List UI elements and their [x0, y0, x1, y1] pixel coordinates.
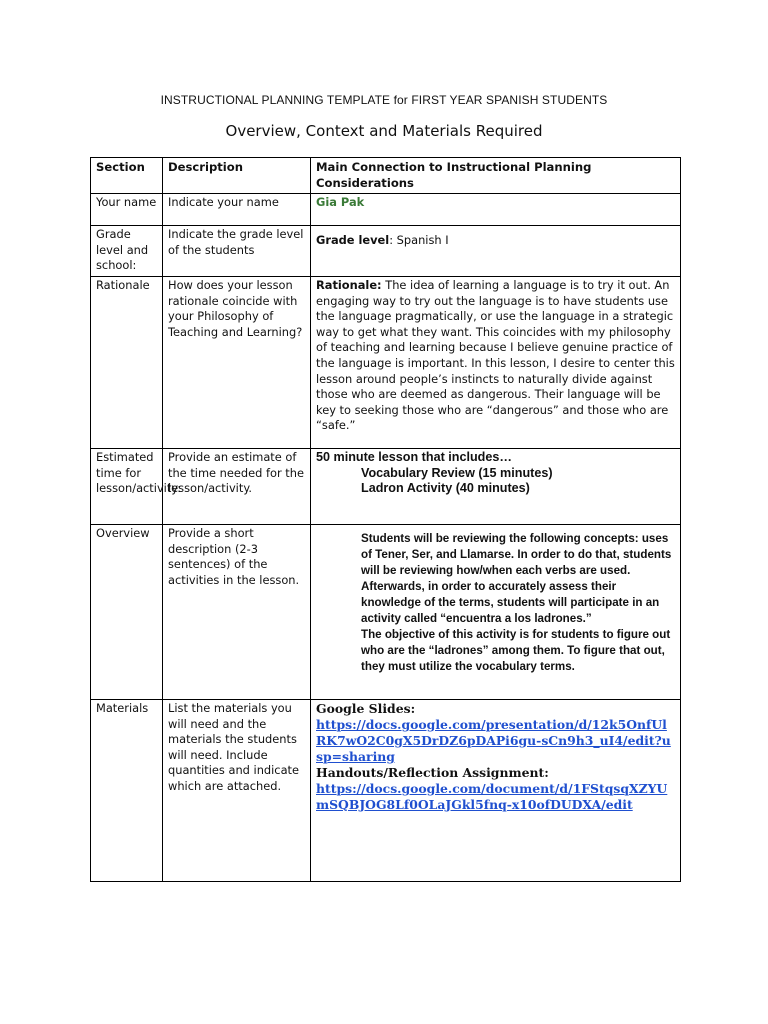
header-connection: Main Connection to Instructional Planning Considerations: [311, 158, 681, 194]
document-title: INSTRUCTIONAL PLANNING TEMPLATE for FIRST YEAR SPANISH STUDENTS: [160, 93, 608, 107]
cell-description-overview: Provide a short description (2-3 sentences) of the activities in the lesson.: [163, 524, 311, 699]
cell-description-rationale: How does your lesson rationale coincide with your Philosophy of Teaching and Learning?: [163, 276, 311, 448]
overview-paragraph-1: Students will be reviewing the following concepts: uses of Tener, Ser, and Llamarse. In order to do that, students will be reviewing how/when each verbs are used. Afterwards, in order to accurately assess their knowledge of the terms, students will participate in an activity called “encuentra a los ladrones.”: [361, 531, 672, 625]
cell-description-materials: List the materials you will need and the materials the students will need. Include quantities and indicate which are attached.: [163, 699, 311, 881]
header-section: Section: [91, 158, 163, 194]
cell-value-rationale: [311, 276, 681, 448]
cell-value-grade: [311, 226, 681, 277]
overview-paragraph-2: The objective of this activity is for students to figure out who are the “ladrones” among them. To figure that out, they must utilize the vocabulary terms.: [361, 627, 671, 673]
cell-value-materials: [311, 699, 681, 881]
grade-value: : Spanish I: [389, 233, 449, 248]
cell-section-rationale: Rationale: [91, 276, 163, 448]
time-summary: 50 minute lesson that includes…: [316, 449, 512, 464]
name-value: Gia Pak: [316, 195, 365, 210]
header-description: Description: [163, 158, 311, 194]
document-subtitle: Overview, Context and Materials Required: [225, 122, 543, 140]
cell-value-overview: [311, 524, 681, 699]
cell-section-materials: Materials: [91, 699, 163, 881]
cell-description-name: Indicate your name: [163, 194, 311, 226]
handouts-label: Handouts/Reflection Assignment:: [316, 764, 549, 780]
planning-table: [90, 157, 681, 882]
table-row-materials: [91, 699, 681, 881]
slides-label: Google Slides:: [316, 700, 416, 716]
table-row-rationale: [91, 276, 681, 448]
table-row-overview: [91, 524, 681, 699]
cell-value-name: [311, 194, 681, 226]
time-item-vocab: Vocabulary Review (15 minutes): [361, 465, 553, 480]
handouts-link[interactable]: https://docs.google.com/document/d/1FStqsqXZYUmSQBJOG8Lf0OLaJGkl5fnq-x10ofDUDXA/edit: [316, 780, 668, 812]
cell-section-grade: Grade level and school:: [91, 226, 163, 277]
cell-description-grade: Indicate the grade level of the students: [163, 226, 311, 277]
slides-link[interactable]: https://docs.google.com/presentation/d/12k5OnfUlRK7wO2C0gX5DrDZ6pDAPi6gu-sCn9h3_uI4/edit?usp=sharing: [316, 716, 671, 764]
cell-section-overview: Overview: [91, 524, 163, 699]
table-row-grade: [91, 226, 681, 277]
time-item-ladron: Ladron Activity (40 minutes): [361, 481, 530, 496]
table-row-name: [91, 194, 681, 226]
rationale-label: Rationale:: [316, 277, 382, 292]
grade-label: Grade level: [316, 233, 390, 248]
table-header-row: [91, 158, 681, 194]
cell-value-time: [311, 448, 681, 524]
rationale-text: The idea of learning a language is to try it out. An engaging way to try out the language is to have students use the language pragmatically, or use the language in a strategic way to get what they want. This coincides with my philosophy of teaching and learning because I believe genuine practice of the language is important. In this lesson, I desire to center this lesson around people’s instincts to naturally divide against those who are deemed as dangerous. Their language will be key to seeking those who are “dangerous” and those who are “safe.”: [316, 277, 675, 433]
cell-section-name: Your name: [91, 194, 163, 226]
cell-description-time: Provide an estimate of the time needed for the lesson/activity.: [163, 448, 311, 524]
overview-text: [316, 526, 675, 675]
cell-section-time: Estimated time for lesson/activity:: [91, 448, 163, 524]
table-row-time: [91, 448, 681, 524]
